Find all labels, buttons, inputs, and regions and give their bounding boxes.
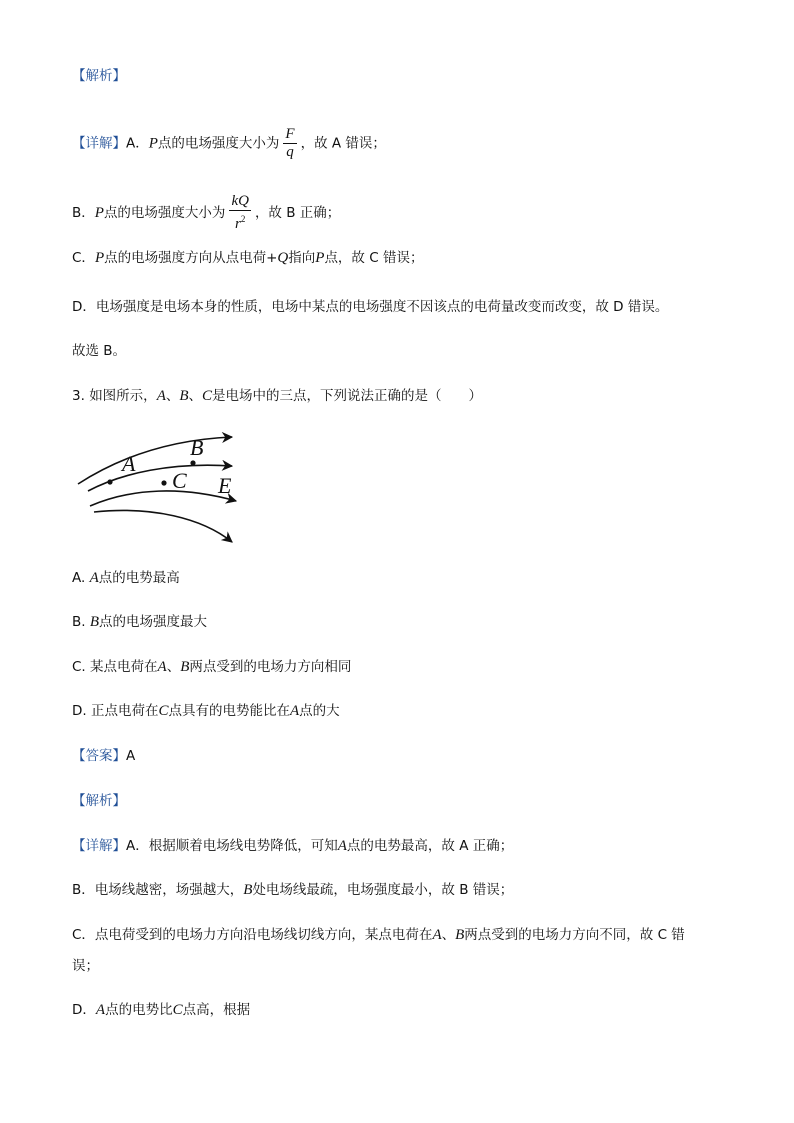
option-text: ，故 B 正确； bbox=[254, 205, 341, 221]
detail-b-line bbox=[72, 880, 513, 900]
detail-text: D． bbox=[72, 1002, 96, 1018]
detail-text: 点的电势最高，故 A 正确； bbox=[346, 838, 514, 854]
var-p: P bbox=[148, 135, 158, 152]
fraction-denominator bbox=[229, 211, 251, 233]
detail-a-line bbox=[72, 126, 386, 161]
var-b: B bbox=[243, 882, 253, 898]
option-text: 指向 bbox=[288, 250, 316, 266]
var-p: P bbox=[315, 250, 325, 266]
detail-text: 点的电势比 bbox=[105, 1002, 173, 1018]
choice-text: 点的大 bbox=[299, 703, 340, 719]
label-a: A bbox=[122, 451, 136, 476]
var-b: B bbox=[180, 659, 190, 675]
label-e: E bbox=[218, 473, 232, 498]
detail-text: 处电场线最疏，电场强度最小，故 B 错误； bbox=[252, 882, 514, 898]
var-a: A bbox=[157, 659, 167, 675]
label-b: B bbox=[190, 435, 204, 460]
separator: 、 bbox=[166, 659, 181, 675]
detail-c-line-1 bbox=[72, 925, 685, 945]
separator: 、 bbox=[188, 388, 203, 404]
separator: 、 bbox=[165, 388, 180, 404]
choice-d bbox=[72, 701, 340, 721]
var-c: C bbox=[172, 1002, 183, 1018]
analysis-heading: 【解析】 bbox=[72, 793, 126, 809]
fraction-kq-over-r2 bbox=[229, 193, 251, 233]
choice-prefix: D. 正点电荷在 bbox=[72, 703, 159, 719]
detail-tag: 【详解】 bbox=[72, 838, 126, 854]
fraction-denominator-base: r bbox=[235, 216, 241, 232]
var-p: P bbox=[94, 205, 104, 221]
detail-a-line bbox=[72, 836, 513, 856]
stem-text: 是电场中的三点，下列说法正确的是（ ） bbox=[212, 388, 483, 404]
label-c: C bbox=[172, 468, 187, 493]
point-c-dot bbox=[161, 480, 166, 485]
detail-text: 点高，根据 bbox=[182, 1002, 251, 1018]
var-a: A bbox=[290, 703, 300, 719]
answer-value: A bbox=[126, 748, 136, 764]
detail-text: 两点受到的电场力方向不同，故 C 错 bbox=[464, 927, 685, 943]
question-3-stem bbox=[72, 386, 482, 406]
var-a: A bbox=[432, 927, 442, 943]
var-b: B bbox=[89, 614, 100, 630]
field-line-1 bbox=[78, 437, 232, 484]
choice-prefix: A. bbox=[72, 570, 90, 586]
field-line-2 bbox=[88, 465, 232, 491]
choice-text: 点具有的电势能比在 bbox=[168, 703, 290, 719]
electric-field-lines-figure bbox=[72, 428, 252, 548]
fraction-numerator: kQ bbox=[231, 193, 249, 209]
detail-text: 点的电场强度大小为 bbox=[157, 135, 280, 152]
point-b-dot bbox=[190, 460, 195, 465]
detail-text: C．点电荷受到的电场力方向沿电场线切线方向，某点电荷在 bbox=[72, 927, 433, 943]
option-prefix: A． bbox=[126, 135, 149, 152]
var-b: B bbox=[455, 927, 465, 943]
choice-prefix: B. bbox=[72, 614, 90, 630]
separator: 、 bbox=[441, 927, 456, 943]
question-number: 3. bbox=[72, 388, 85, 404]
field-line-4 bbox=[94, 510, 232, 542]
var-p: P bbox=[94, 250, 105, 266]
var-b: B bbox=[179, 388, 189, 404]
option-prefix: B． bbox=[72, 205, 95, 221]
conclusion-line: 故选 B。 bbox=[72, 343, 127, 359]
var-a: A bbox=[89, 570, 99, 586]
choice-text: 两点受到的电场力方向相同 bbox=[189, 659, 352, 675]
fraction-f-over-q bbox=[283, 126, 296, 161]
var-a: A bbox=[337, 838, 347, 854]
option-text: 点的电场强度大小为 bbox=[103, 205, 226, 221]
detail-c-line-2: 误； bbox=[72, 958, 99, 974]
option-text: 点，故 C 错误； bbox=[324, 250, 424, 266]
option-c-line bbox=[72, 248, 423, 268]
answer-line bbox=[72, 746, 135, 766]
var-q: Q bbox=[277, 250, 289, 266]
var-a: A bbox=[156, 388, 166, 404]
answer-tag: 【答案】 bbox=[72, 748, 126, 764]
fraction-exponent: 2 bbox=[240, 214, 246, 224]
stem-text: 如图所示， bbox=[89, 388, 157, 404]
detail-tag: 【详解】 bbox=[72, 135, 126, 152]
choice-text: 点的电场强度最大 bbox=[99, 614, 208, 630]
field-line-3 bbox=[90, 491, 236, 506]
var-c: C bbox=[202, 388, 213, 404]
choice-text: 点的电势最高 bbox=[98, 570, 180, 586]
choice-c bbox=[72, 657, 351, 677]
var-c: C bbox=[158, 703, 169, 719]
detail-text: ，故 A 错误； bbox=[300, 135, 386, 152]
fraction-numerator: F bbox=[285, 126, 295, 142]
choice-b bbox=[72, 612, 207, 632]
option-prefix: C． bbox=[72, 250, 95, 266]
fraction-denominator: q bbox=[286, 144, 294, 160]
var-a: A bbox=[95, 1002, 106, 1018]
option-d-line: D．电场强度是电场本身的性质，电场中某点的电场强度不因该点的电荷量改变而改变，故 D 错误。 bbox=[72, 299, 669, 315]
option-text: 点的电场强度方向从点电荷+ bbox=[104, 250, 278, 266]
point-a-dot bbox=[107, 479, 112, 484]
choice-prefix: C. 某点电荷在 bbox=[72, 659, 158, 675]
option-b-line bbox=[72, 193, 340, 233]
choice-a bbox=[72, 568, 180, 588]
detail-text: B．电场线越密，场强越大， bbox=[72, 882, 244, 898]
detail-text: A．根据顺着电场线电势降低，可知 bbox=[126, 838, 338, 854]
analysis-heading: 【解析】 bbox=[72, 68, 126, 84]
detail-d-line bbox=[72, 1000, 250, 1020]
